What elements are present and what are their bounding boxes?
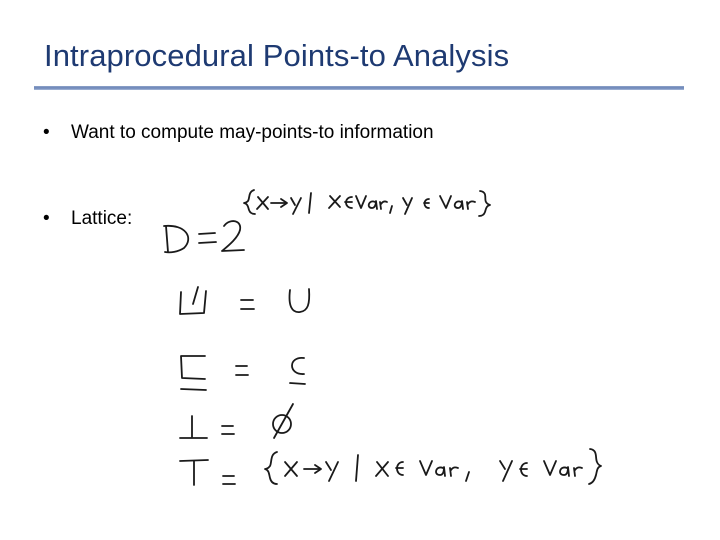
bullet-marker: • <box>43 208 50 229</box>
handwriting-bottom <box>180 404 293 438</box>
bullet-compute <box>43 122 434 144</box>
bullet-lattice <box>43 208 132 230</box>
slide-title: Intraprocedural Points-to Analysis <box>44 38 510 73</box>
bullet-marker: • <box>43 122 50 143</box>
handwriting-order <box>181 356 305 390</box>
title-underline <box>34 86 684 90</box>
bullet-text: Want to compute may-points-to information <box>71 122 434 143</box>
handwriting-domain <box>164 190 490 252</box>
handwriting-top <box>180 449 601 485</box>
bullet-text: Lattice: <box>71 208 133 229</box>
handwriting-join <box>180 287 309 314</box>
